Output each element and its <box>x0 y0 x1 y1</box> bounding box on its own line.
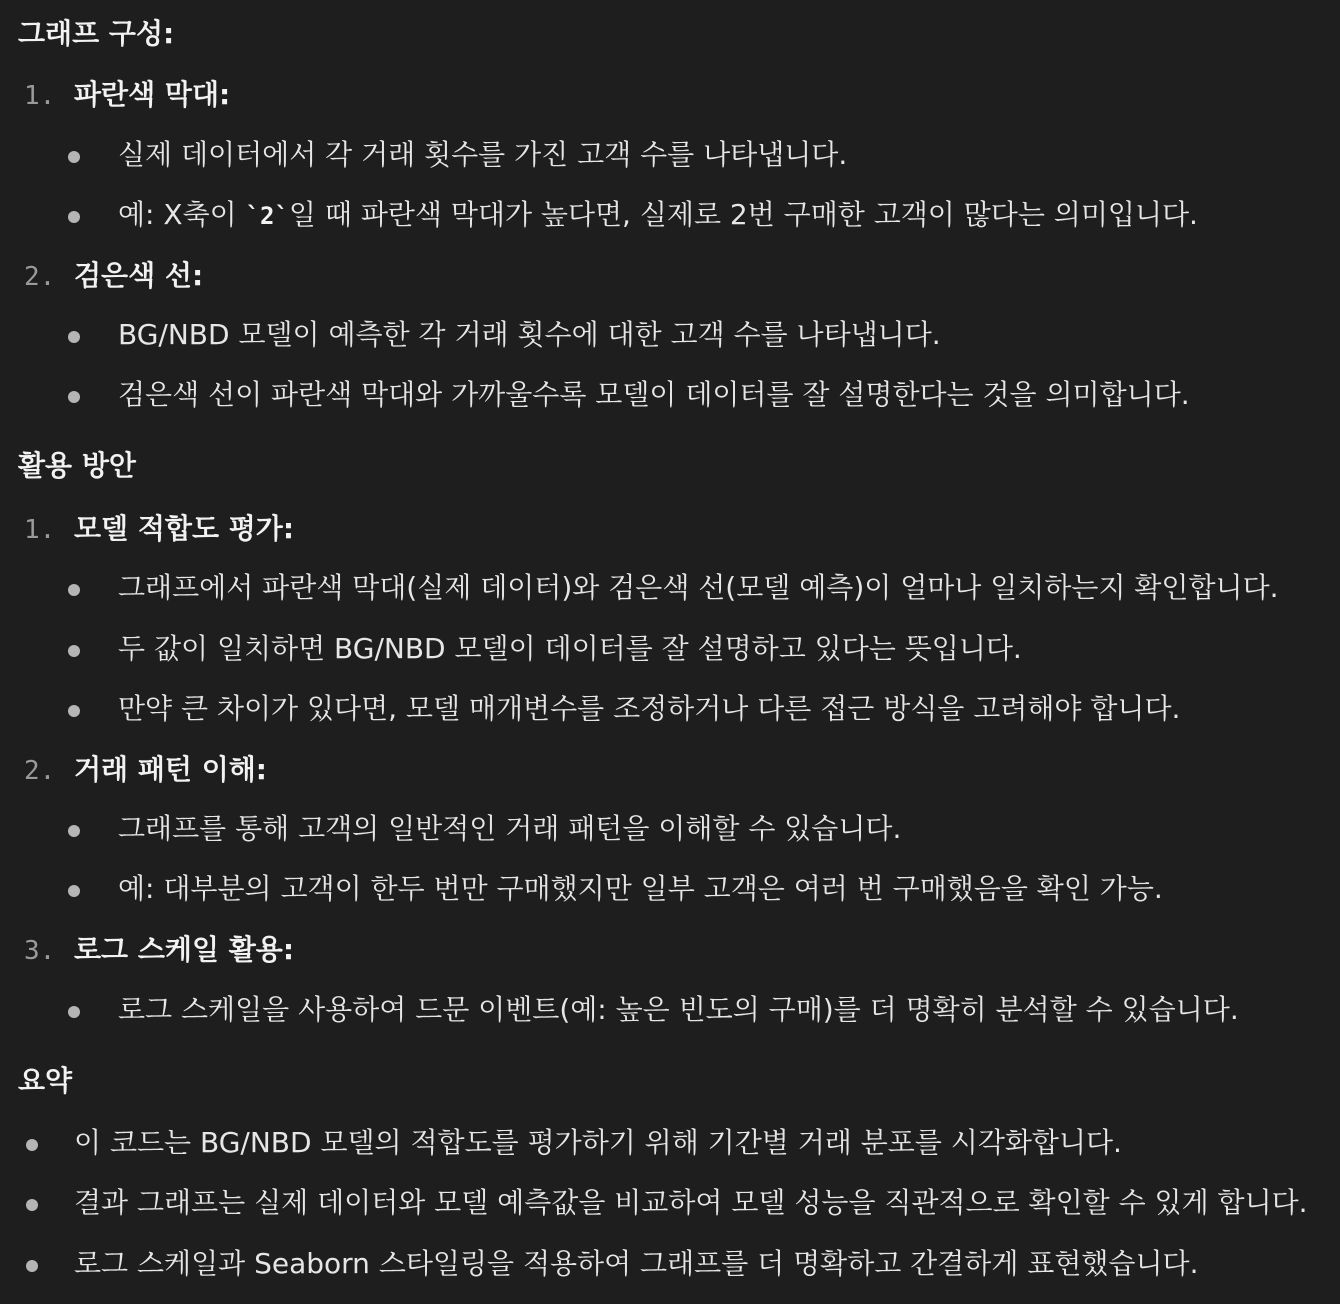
list-item-text: 예: 대부분의 고객이 한두 번만 구매했지만 일부 고객은 여러 번 구매했음을 확인 가능. <box>118 872 1163 905</box>
list-item-text: 그래프에서 파란색 막대(실제 데이터)와 검은색 선(모델 예측)이 얼마나 일치하는지 확인합니다. <box>118 571 1279 604</box>
numbered-item-black-line <box>24 259 204 292</box>
item-number: 1. <box>24 81 56 111</box>
bullet-icon <box>68 1006 80 1018</box>
text-segment: 예: X축이 <box>118 198 246 231</box>
bullet-icon <box>26 1260 38 1272</box>
item-title: 검은색 선: <box>74 259 204 292</box>
bullet-icon <box>68 584 80 596</box>
numbered-item-model-fit <box>24 512 295 545</box>
bullet-icon <box>68 705 80 717</box>
list-item-text: BG/NBD 모델이 예측한 각 거래 횟수에 대한 고객 수를 나타냅니다. <box>118 318 941 351</box>
list-item-text: 만약 큰 차이가 있다면, 모델 매개변수를 조정하거나 다른 접근 방식을 고려해야 합니다. <box>118 692 1181 725</box>
list-item-text: 이 코드는 BG/NBD 모델의 적합도를 평가하기 위해 기간별 거래 분포를 시각화합니다. <box>74 1126 1122 1159</box>
item-title: 파란색 막대: <box>74 78 231 111</box>
bullet-icon <box>68 645 80 657</box>
list-item-text: 로그 스케일과 Seaborn 스타일링을 적용하여 그래프를 더 명확하고 간결하게 표현했습니다. <box>74 1247 1199 1280</box>
bullet-icon <box>68 151 80 163</box>
bullet-icon <box>68 825 80 837</box>
text-segment: 일 때 파란색 막대가 높다면, 실제로 2번 구매한 고객이 많다는 의미입니다. <box>288 198 1198 231</box>
item-number: 2. <box>24 756 56 786</box>
item-number: 3. <box>24 936 56 966</box>
item-title: 로그 스케일 활용: <box>74 933 295 966</box>
numbered-item-transaction-pattern <box>24 753 267 786</box>
inline-code: `2` <box>245 202 289 230</box>
section-heading-summary: 요약 <box>18 1064 73 1097</box>
item-title: 모델 적합도 평가: <box>74 512 295 545</box>
list-item-text: 결과 그래프는 실제 데이터와 모델 예측값을 비교하여 모델 성능을 직관적으로 확인할 수 있게 합니다. <box>74 1186 1308 1219</box>
bullet-icon <box>68 885 80 897</box>
numbered-item-log-scale <box>24 933 295 966</box>
item-number: 2. <box>24 262 56 292</box>
item-number: 1. <box>24 515 56 545</box>
list-item-text: 실제 데이터에서 각 거래 횟수를 가진 고객 수를 나타냅니다. <box>118 138 848 171</box>
bullet-icon <box>68 391 80 403</box>
section-heading-composition: 그래프 구성: <box>18 17 175 50</box>
list-item-text <box>118 198 1198 231</box>
numbered-item-blue-bars <box>24 78 231 111</box>
list-item-text: 로그 스케일을 사용하여 드문 이벤트(예: 높은 빈도의 구매)를 더 명확히 분석할 수 있습니다. <box>118 993 1239 1026</box>
bullet-icon <box>68 211 80 223</box>
item-title: 거래 패턴 이해: <box>74 753 267 786</box>
bullet-icon <box>26 1199 38 1211</box>
bullet-icon <box>26 1139 38 1151</box>
list-item-text: 두 값이 일치하면 BG/NBD 모델이 데이터를 잘 설명하고 있다는 뜻입니다. <box>118 632 1022 665</box>
list-item-text: 검은색 선이 파란색 막대와 가까울수록 모델이 데이터를 잘 설명한다는 것을 의미합니다. <box>118 378 1190 411</box>
section-heading-usage: 활용 방안 <box>18 449 136 482</box>
bullet-icon <box>68 331 80 343</box>
list-item-text: 그래프를 통해 고객의 일반적인 거래 패턴을 이해할 수 있습니다. <box>118 812 902 845</box>
